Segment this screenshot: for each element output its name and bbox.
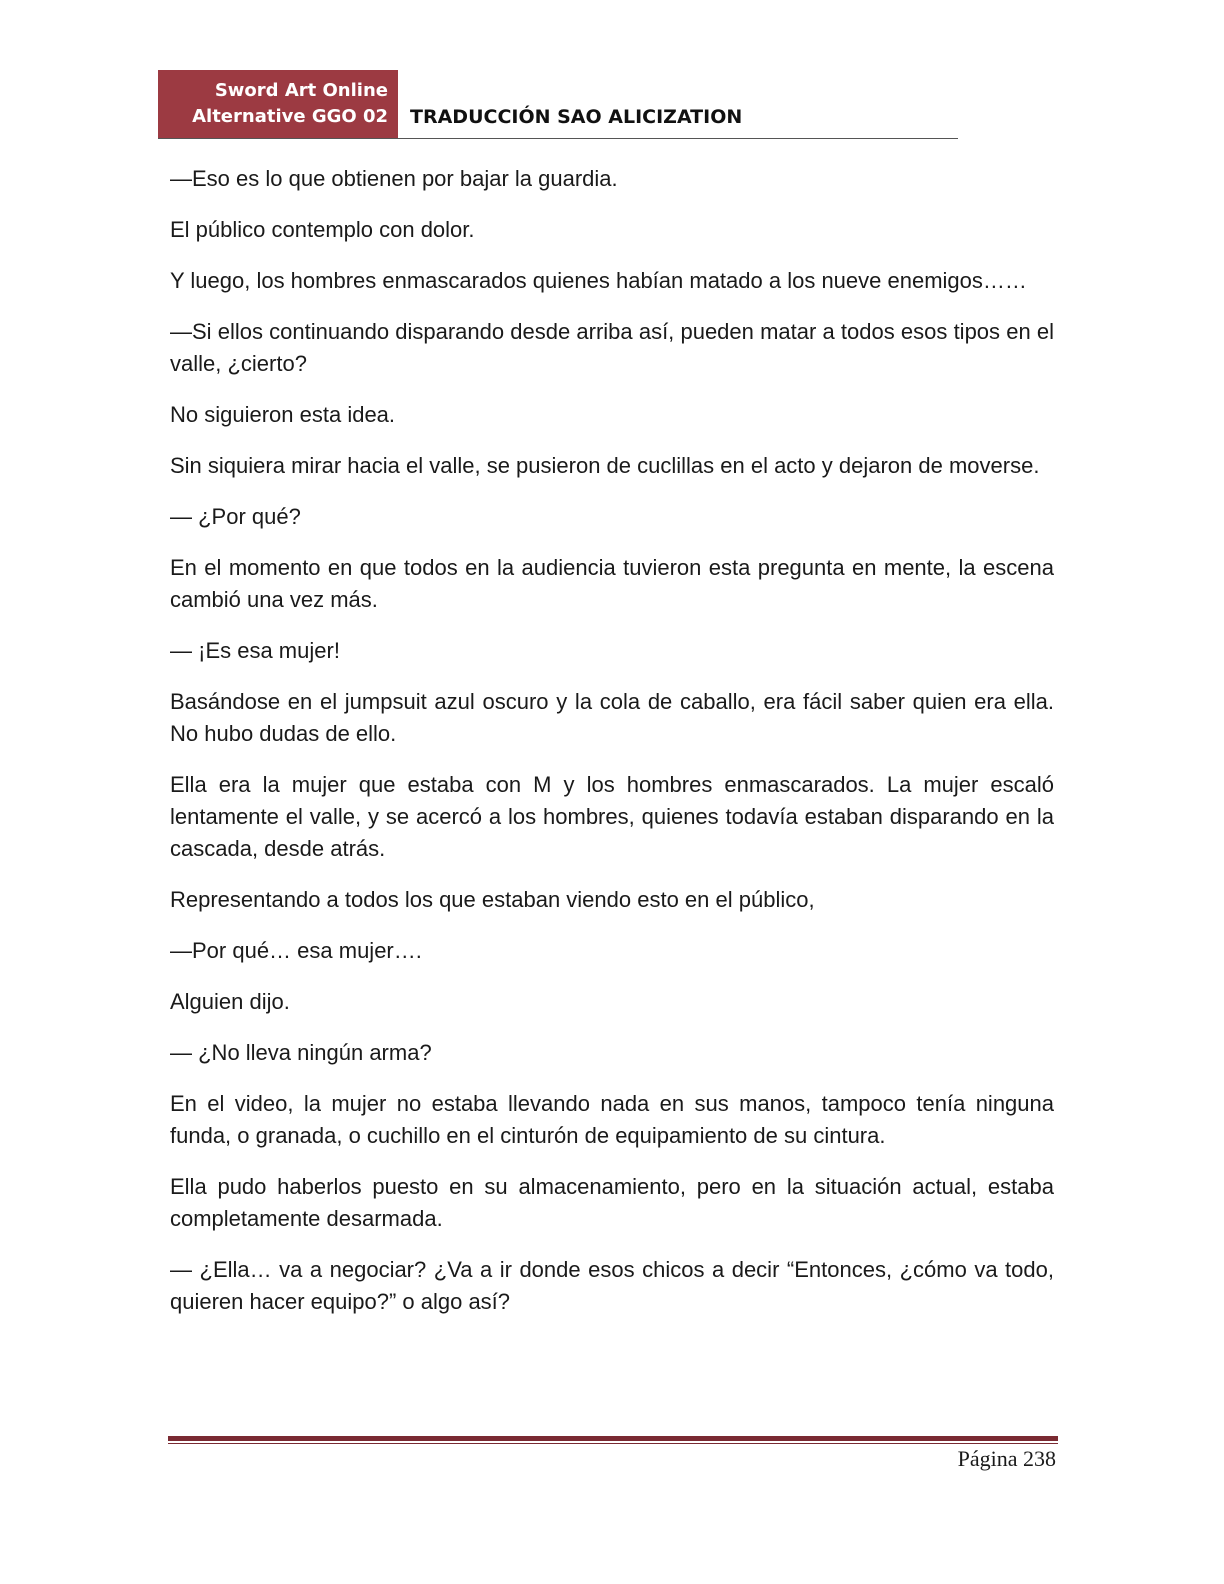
- footer-divider-thick: [168, 1436, 1058, 1441]
- page-header: [158, 70, 958, 140]
- paragraph: Alguien dijo.: [170, 989, 290, 1014]
- paragraph: Ella pudo haberlos puesto en su almacenamiento, pero en la situación actual, estaba completamente desarmada.: [170, 1174, 1054, 1231]
- paragraph: —Por qué… esa mujer….: [170, 938, 422, 963]
- paragraph: Basándose en el jumpsuit azul oscuro y la cola de caballo, era fácil saber quien era ella. No hubo dudas de ello.: [170, 689, 1054, 746]
- series-badge: [158, 70, 398, 138]
- paragraph: En el video, la mujer no estaba llevando nada en sus manos, tampoco tenía ninguna funda, o granada, o cuchillo en el cinturón de equipamiento de su cintura.: [170, 1091, 1054, 1148]
- series-badge-line2: Alternative GGO 02: [192, 106, 388, 127]
- page-body: [170, 163, 1054, 1337]
- header-title: TRADUCCIÓN SAO ALICIZATION: [410, 106, 743, 128]
- paragraph: — ¿No lleva ningún arma?: [170, 1040, 432, 1065]
- footer-divider-thin: [168, 1443, 1058, 1444]
- series-badge-line1: Sword Art Online: [214, 80, 388, 101]
- paragraph: — ¿Por qué?: [170, 504, 301, 529]
- paragraph: Representando a todos los que estaban viendo esto en el público,: [170, 887, 815, 912]
- paragraph: — ¿Ella… va a negociar? ¿Va a ir donde esos chicos a decir “Entonces, ¿cómo va todo, quieren hacer equipo?” o algo así?: [170, 1257, 1054, 1314]
- paragraph: En el momento en que todos en la audiencia tuvieron esta pregunta en mente, la escena cambió una vez más.: [170, 555, 1054, 612]
- paragraph: Y luego, los hombres enmascarados quienes habían matado a los nueve enemigos……: [170, 268, 1027, 293]
- paragraph: Ella era la mujer que estaba con M y los hombres enmascarados. La mujer escaló lentamente el valle, y se acercó a los hombres, quienes todavía estaban disparando en la cascada, desde atrás.: [170, 772, 1054, 861]
- page-number: Página 238: [957, 1446, 1056, 1471]
- paragraph: El público contemplo con dolor.: [170, 217, 475, 242]
- paragraph: —Eso es lo que obtienen por bajar la guardia.: [170, 166, 618, 191]
- paragraph: Sin siquiera mirar hacia el valle, se pusieron de cuclillas en el acto y dejaron de moverse.: [170, 453, 1040, 478]
- paragraph: —Si ellos continuando disparando desde arriba así, pueden matar a todos esos tipos en el valle, ¿cierto?: [170, 319, 1054, 376]
- header-divider: [158, 138, 958, 139]
- paragraph: — ¡Es esa mujer!: [170, 638, 340, 663]
- paragraph: No siguieron esta idea.: [170, 402, 396, 427]
